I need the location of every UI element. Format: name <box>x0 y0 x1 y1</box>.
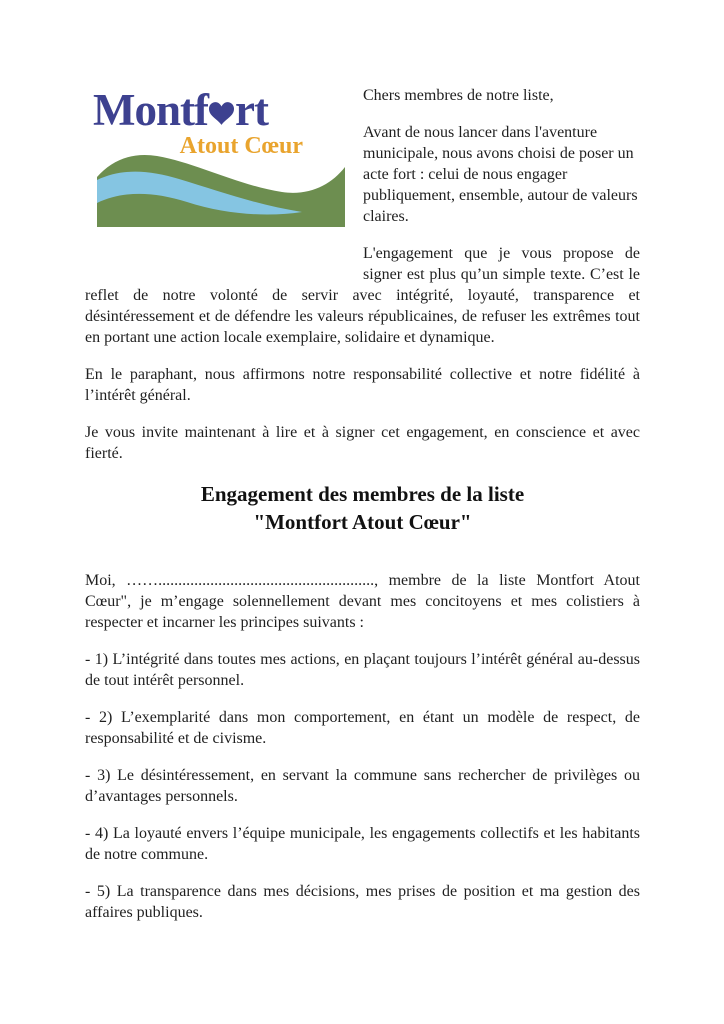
pledge-item-transparency: - 5) La transparence dans mes décisions, mes prises de position et ma gestion des affaires publiques. <box>85 883 640 921</box>
pledge-opening: Moi, ……......................................................, membre de la liste Montfort Atout Cœur", je m’engage solennellement devant mes concitoyens et mes colistiers à respecter et incarner les principes suivants : <box>85 572 640 631</box>
pledge-item-exemplarity: - 2) L’exemplarité dans mon comportement, en étant un modèle de respect, de responsabilité et de civisme. <box>85 709 640 747</box>
hill-wave-graphic <box>97 147 345 231</box>
logo-title-suffix: rt <box>234 85 268 135</box>
letter-paragraph-engagement: L'engagement que je vous propose de signer est plus qu’un simple texte. C’est le reflet de notre volonté de servir avec intégrité, loyauté, transparence et désintéressement et de défendre les valeurs républicaines, de refuser les extrêmes tout en portant une action locale exemplaire, solidaire et dynamique. <box>85 245 640 346</box>
engagement-title <box>85 480 640 536</box>
letter-paragraph-invitation: Je vous invite maintenant à lire et à signer cet engagement, en conscience et avec fierté. <box>85 424 640 462</box>
logo-title-prefix: Montf <box>93 85 208 135</box>
pledge-item-disinterest: - 3) Le désintéressement, en servant la commune sans rechercher de privilèges ou d’avantages personnels. <box>85 767 640 805</box>
heart-icon <box>209 85 234 108</box>
pledge-item-loyalty: - 4) La loyauté envers l’équipe municipale, les engagements collectifs et les habitants de notre commune. <box>85 825 640 863</box>
letter-paragraph-greeting: Chers membres de notre liste, <box>363 87 554 104</box>
logo-title <box>93 85 268 135</box>
letter-paragraph-paraphant: En le paraphant, nous affirmons notre responsabilité collective et notre fidélité à l’intérêt général. <box>85 366 640 404</box>
logo-subtitle: Atout Cœur <box>179 133 303 159</box>
engagement-title-line1: Engagement des membres de la liste <box>200 482 525 506</box>
pledge-item-integrity: - 1) L’intégrité dans toutes mes actions, en plaçant toujours l’intérêt général au-dessus de tout intérêt personnel. <box>85 651 640 689</box>
letter-paragraph-intro: Avant de nous lancer dans l'aventure municipale, nous avons choisi de poser un acte fort : celui de nous engager publiquement, ensemble, autour de valeurs claires. <box>363 124 638 225</box>
engagement-title-line2: "Montfort Atout Cœur" <box>253 510 472 534</box>
montfort-logo <box>85 85 345 265</box>
